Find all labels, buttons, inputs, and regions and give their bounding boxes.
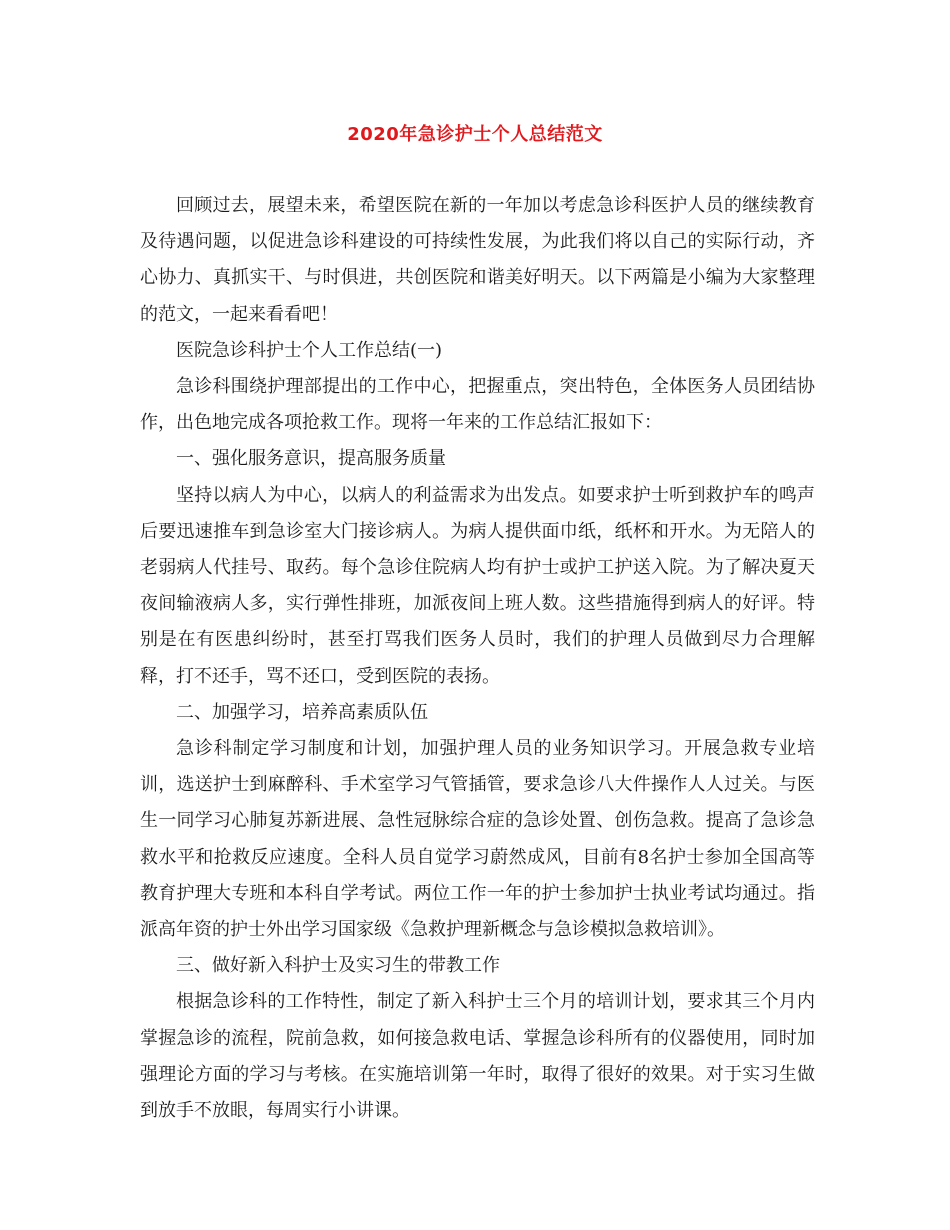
- overview-paragraph: 急诊科围绕护理部提出的工作中心，把握重点，突出特色，全体医务人员团结协作，出色地完成各项抢救工作。现将一年来的工作总结汇报如下：: [140, 376, 815, 434]
- heading-new-staff-training: 三、做好新入科护士及实习生的带教工作: [176, 955, 500, 977]
- document-title: 2020年急诊护士个人总结范文: [347, 124, 603, 145]
- section-heading-summary-one: 医院急诊科护士个人工作总结(一): [176, 339, 443, 361]
- heading-service-quality: 一、强化服务意识，提高服务质量: [176, 448, 446, 470]
- document-body: [140, 188, 815, 1129]
- service-quality-paragraph: 坚持以病人为中心，以病人的利益需求为出发点。如要求护士听到救护车的鸣声后要迅速推车到急诊室大门接诊病人。为病人提供面巾纸，纸杯和开水。为无陪人的老弱病人代挂号、取药。每个急诊住院病人均有护士或护工护送入院。为了解决夏天夜间输液病人多，实行弹性排班，加派夜间上班人数。这些措施得到病人的好评。特别是在有医患纠纷时，甚至打骂我们医务人员时，我们的护理人员做到尽力合理解释，打不还手，骂不还口，受到医院的表扬。: [140, 484, 815, 687]
- intro-paragraph: 回顾过去，展望未来，希望医院在新的一年加以考虑急诊科医护人员的继续教育及待遇问题，以促进急诊科建设的可持续性发展，为此我们将以自己的实际行动，齐心协力、真抓实干、与时俱进，共创医院和谐美好明天。以下两篇是小编为大家整理的范文，一起来看看吧！: [140, 195, 815, 325]
- team-study-paragraph: 急诊科制定学习制度和计划，加强护理人员的业务知识学习。开展急救专业培训，选送护士到麻醉科、手术室学习气管插管，要求急诊八大件操作人人过关。与医生一同学习心肺复苏新进展、急性冠脉综合症的急诊处置、创伤急救。提高了急诊急救水平和抢救反应速度。全科人员自觉学习蔚然成风，目前有8名护士参加全国高等教育护理大专班和本科自学考试。两位工作一年的护士参加护士执业考试均通过。指派高年资的护士外出学习国家级《急救护理新概念与急诊模拟急救培训》。: [140, 738, 815, 941]
- new-staff-training-paragraph: 根据急诊科的工作特性，制定了新入科护士三个月的培训计划，要求其三个月内掌握急诊的流程，院前急救，如何接急救电话、掌握急诊科所有的仪器使用，同时加强理论方面的学习与考核。在实施培训第一年时，取得了很好的效果。对于实习生做到放手不放眼，每周实行小讲课。: [140, 991, 815, 1122]
- heading-team-study: 二、加强学习，培养高素质队伍: [176, 701, 428, 723]
